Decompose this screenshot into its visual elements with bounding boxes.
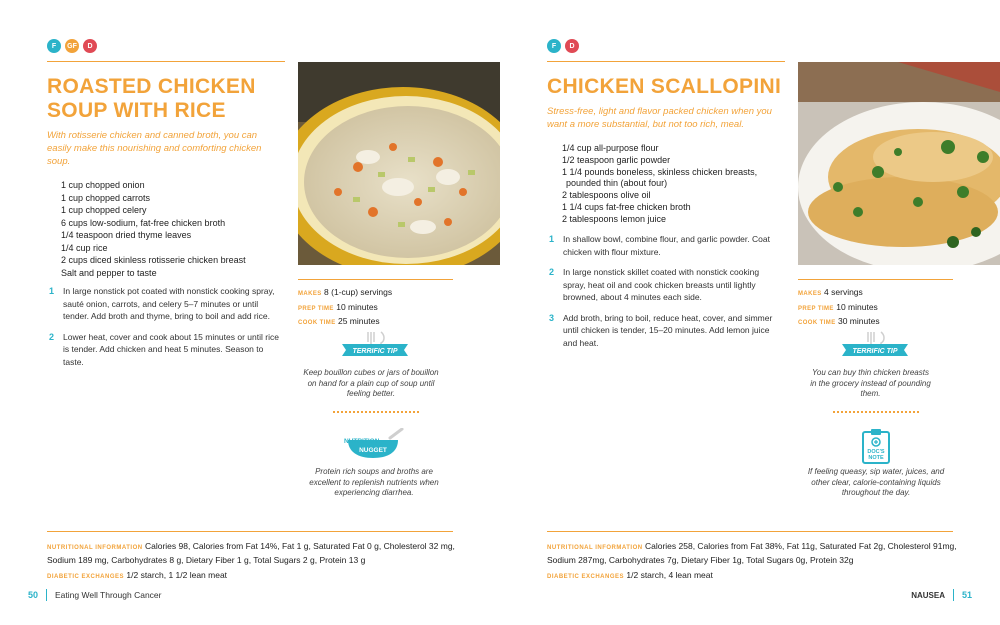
step-number: 2 — [549, 267, 555, 277]
makes-value: 8 (1-cup) servings — [324, 287, 393, 297]
ingredient-item: 2 tablespoons lemon juice — [562, 213, 667, 224]
footer-title: NAUSEA — [911, 590, 945, 600]
nutrition-label: NUTRITIONAL INFORMATION — [547, 545, 643, 551]
ingredient-list — [61, 179, 291, 279]
page-footer — [28, 589, 161, 601]
side-rule — [298, 279, 453, 280]
instruction-steps — [49, 285, 281, 376]
step-number: 3 — [549, 312, 555, 323]
ingredient-item: 1 cup chopped onion — [61, 180, 145, 190]
cook-label: COOK TIME — [798, 320, 836, 326]
dotted-divider — [833, 411, 919, 413]
nugget-label-1: NUTRITION — [344, 438, 380, 445]
ingredient-item: 1 1/4 pounds boneless, skinless chicken breasts, — [562, 166, 758, 177]
nutrition-row — [547, 540, 987, 554]
ingredient-list — [562, 143, 792, 226]
terrific-tip-icon — [340, 331, 410, 359]
tip-label: TERRIFIC TIP — [852, 348, 898, 355]
recipe-title-line2: SOUP WITH RICE — [47, 99, 226, 122]
cook-row — [298, 315, 458, 330]
makes-value: 4 servings — [824, 287, 863, 297]
cook-label: COOK TIME — [298, 320, 336, 326]
nutrition-line-2: Sodium 189 mg, Carbohydrates 8 g, Dietary Fiber 1 g, Total Sugars 2 g, Protein 13 g — [47, 555, 366, 565]
prep-label: PREP TIME — [798, 305, 834, 312]
badge-f: F — [47, 39, 61, 53]
recipe-title-line1: ROASTED CHICKEN — [47, 75, 256, 98]
step-text: In large nonstick skillet coated with nonstick cooking spray, heat oil and cook chicken breasts until lightly browned, about 4 minutes each side. — [563, 267, 760, 302]
footer-separator — [46, 589, 47, 601]
side-rule — [798, 279, 953, 280]
ingredient-item: 1/2 teaspoon garlic powder — [562, 154, 671, 165]
ingredient-item: 6 cups low-sodium, fat-free chicken broth — [61, 217, 226, 228]
step-number: 1 — [49, 286, 55, 296]
step-text: Add broth, bring to boil, reduce heat, cover, and simmer until chicken is tender, 15–20 minutes. Add lemon juice and heat. — [563, 312, 773, 348]
step-text: Lower heat, cover and cook about 15 minutes or until rice is tender. Add chicken and heat 5 minutes. Season to taste. — [63, 331, 279, 367]
cook-value: 30 minutes — [837, 316, 880, 326]
prep-label: PREP TIME — [298, 305, 334, 312]
recipe-intro: Stress-free, light and flavor packed chicken when you want a more substantial, but not too rich, meal. — [547, 106, 772, 130]
tip-text: Keep bouillon cubes or jars of bouillon on hand for a plain cup of soup until feeling better. — [303, 368, 439, 398]
cook-row — [798, 315, 958, 330]
bottom-rule — [47, 531, 453, 532]
nutrition-row — [47, 540, 467, 554]
cook-value: 25 minutes — [337, 316, 380, 326]
ingredient-item: pounded thin (about four) — [566, 178, 668, 189]
page-number: 51 — [961, 590, 972, 600]
diet-badges — [547, 39, 579, 53]
title-rule — [47, 61, 285, 62]
step-number: 1 — [549, 234, 555, 244]
badge-gf: GF — [65, 39, 79, 53]
recipe-title: CHICKEN SCALLOPINI — [547, 75, 782, 98]
prep-value: 10 minutes — [336, 301, 378, 312]
makes-label: MAKES — [298, 291, 322, 297]
terrific-tip-icon — [840, 331, 910, 359]
prep-row — [798, 301, 958, 316]
exchanges-row — [547, 569, 987, 583]
exchanges-row — [47, 569, 467, 583]
ingredient-item: Salt and pepper to taste — [61, 267, 157, 278]
nutrition-label: NUTRITIONAL INFORMATION — [47, 545, 143, 551]
note-label-2: NOTE — [868, 455, 884, 461]
step-text: In shallow bowl, combine flour, and garlic powder. Coat chicken with flour mixture. — [563, 234, 770, 257]
instruction-step — [49, 285, 281, 323]
recipe-intro: With rotisserie chicken and canned broth, you can easily make this nourishing and comforting chicken soup. — [47, 130, 262, 167]
makes-row — [298, 286, 458, 301]
makes-row — [798, 286, 958, 301]
badge-d: D — [83, 39, 97, 53]
instruction-step — [549, 312, 781, 350]
nutrition-line-1: Calories 98, Calories from Fat 14%, Fat 1 g, Saturated Fat 0 g, Cholesterol 32 mg, — [144, 541, 455, 551]
nutrition-info — [547, 540, 987, 583]
page-number: 50 — [28, 590, 39, 600]
step-number: 2 — [49, 331, 55, 342]
tip-text: You can buy thin chicken breasts in the grocery instead of pounding them. — [810, 368, 931, 398]
note-text: If feeling queasy, sip water, juices, and other clear, calorie-containing liquids throughout the day. — [807, 467, 945, 497]
footer-separator — [953, 589, 954, 601]
page-footer — [911, 589, 972, 601]
diet-badges — [47, 39, 97, 53]
chicken-photo — [798, 62, 1000, 265]
exchanges-label: DIABETIC EXCHANGES — [547, 574, 625, 580]
prep-row — [298, 301, 458, 316]
nutrition-line-2: Sodium 287mg, Carbohydrates 7g, Dietary Fiber 1g, Total Sugars 0g, Protein 32g — [547, 555, 854, 565]
badge-d: D — [565, 39, 579, 53]
nutrition-info — [47, 540, 467, 583]
recipe-meta — [798, 286, 958, 330]
instruction-step — [549, 266, 781, 304]
nutrition-nugget-icon — [340, 428, 410, 460]
instruction-step — [49, 331, 281, 369]
note-label-1: DOC'S — [867, 449, 885, 455]
ingredient-item: 1/4 teaspoon dried thyme leaves — [61, 230, 192, 240]
nugget-text: Protein rich soups and broths are excellent to replenish nutrients when experiencing diarrhea. — [309, 467, 439, 497]
recipe-title — [47, 75, 256, 123]
ingredient-item: 2 cups diced skinless rotisserie chicken breast — [61, 255, 246, 265]
instruction-steps — [549, 233, 781, 357]
title-rule — [547, 61, 785, 62]
nugget-label-2: NUGGET — [359, 447, 387, 454]
right-page — [500, 0, 1000, 625]
badge-f: F — [547, 39, 561, 53]
docs-note-icon — [861, 428, 891, 464]
footer-title: Eating Well Through Cancer — [55, 590, 162, 600]
soup-photo — [298, 62, 500, 265]
dotted-divider — [333, 411, 419, 413]
step-text: In large nonstick pot coated with nonstick cooking spray, sauté onion, carrots, and celery 5–7 minutes or until tender. Add broth and thyme, bring to boil and add rice. — [63, 286, 275, 321]
makes-label: MAKES — [798, 291, 822, 297]
ingredient-item: 1/4 cup rice — [61, 242, 108, 253]
prep-value: 10 minutes — [836, 301, 878, 312]
tip-label: TERRIFIC TIP — [352, 348, 398, 355]
exchanges-label: DIABETIC EXCHANGES — [47, 574, 125, 580]
ingredient-item: 2 tablespoons olive oil — [562, 190, 651, 201]
ingredient-item: 1 cup chopped celery — [61, 205, 147, 215]
exchanges-value: 1/2 starch, 1 1/2 lean meat — [126, 570, 228, 580]
ingredient-item: 1 cup chopped carrots — [61, 192, 151, 203]
ingredient-item: 1 1/4 cups fat-free chicken broth — [562, 201, 691, 212]
instruction-step — [549, 233, 781, 258]
ingredient-item: 1/4 cup all-purpose flour — [562, 143, 659, 153]
recipe-meta — [298, 286, 458, 330]
exchanges-value: 1/2 starch, 4 lean meat — [626, 570, 713, 580]
bottom-rule — [547, 531, 953, 532]
nutrition-line-1: Calories 258, Calories from Fat 38%, Fat 11g, Saturated Fat 2g, Cholesterol 91mg, — [644, 541, 957, 551]
